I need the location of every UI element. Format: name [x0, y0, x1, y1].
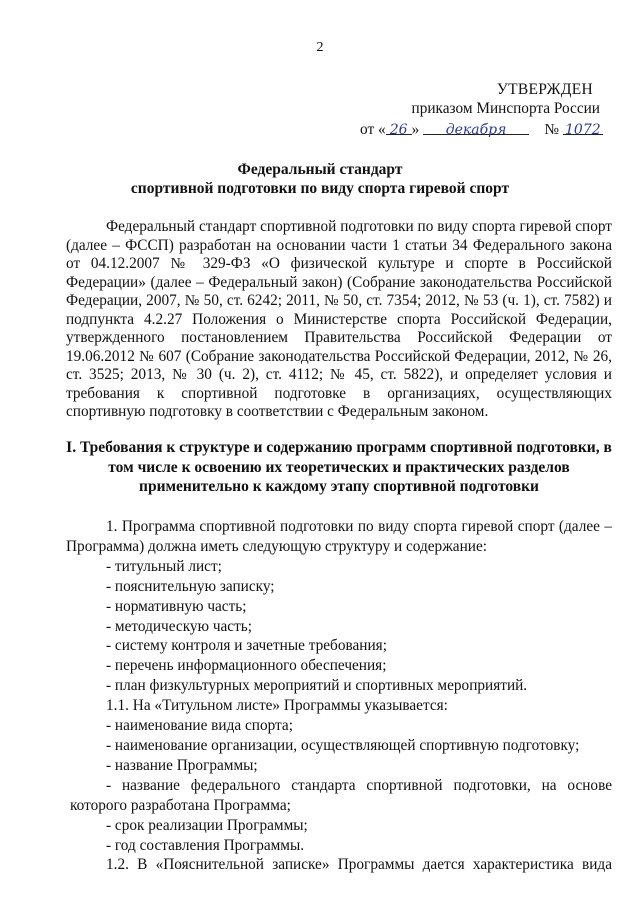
- item-1-1-text: 1.1. На «Титульном листе» Программы указывается:: [106, 697, 448, 715]
- list-item: - срок реализации Программы;: [106, 816, 308, 834]
- list-item: - методическую часть;: [106, 617, 252, 635]
- section-heading-line-2: том числе к освоению их теоретических и практических разделов: [108, 458, 570, 476]
- list-item-long-line-2: которого разработана Программа;: [70, 796, 291, 814]
- section-heading: [66, 438, 612, 497]
- list-item: - наименование вида спорта;: [106, 717, 293, 735]
- intro-paragraph: Федеральный стандарт спортивной подготовки по виду спорта гиревой спорт (далее – ФССП) разработан на основании части 1 статьи 34 Федерального закона от 04.12.2007 № 329-ФЗ «О физической культуре и спорте в Российской Федерации» (далее – Федеральный закон) (Собрание законодательства Российской Федерации, 2007, № 50, ст. 6242; 2011, № 50, ст. 7354; 2012, № 53 (ч. 1), ст. 7582) и подпункта 4.2.27 Положения о Министерстве спорта Российской Федерации, утвержденного постановлением Правительства Российской Федерации от 19.06.2012 № 607 (Собрание законодательства Российской Федерации, 2012, № 26, ст. 3525; 2013, № 30 (ч. 2), ст. 4112; № 45, ст. 5822), и определяет условия и требования к спортивной подготовке в организациях, осуществляющих спортивную подготовку в соответствии с Федеральным законом.: [66, 218, 612, 420]
- approval-signature-line: [360, 119, 600, 141]
- date-close-quote: »: [411, 121, 420, 138]
- list-item: - систему контроля и зачетные требования;: [106, 637, 387, 655]
- date-day-field: [386, 119, 412, 138]
- section-heading-line-1: I. Требования к структуре и содержанию программ спортивной подготовки, в: [66, 439, 612, 456]
- date-month-field: [423, 119, 529, 138]
- list-item: - пояснительную записку;: [106, 577, 275, 595]
- section-body: [66, 517, 612, 875]
- approval-title: УТВЕРЖДЕН: [496, 81, 593, 98]
- list-item: - титульный лист;: [106, 557, 222, 575]
- section-heading-line-3: применительно к каждому этапу спортивной подготовки: [139, 478, 539, 495]
- date-day: 26: [389, 122, 408, 138]
- number-label: №: [544, 121, 559, 138]
- list-item-long-line-1: - название федерального стандарта спортивной подготовки, на основе: [106, 776, 612, 794]
- order-number-field: [563, 119, 603, 138]
- intro-section: [66, 218, 612, 422]
- document-title-line-2: спортивной подготовки по виду спорта гиревой спорт: [130, 180, 510, 197]
- date-prefix: от «: [360, 121, 386, 138]
- list-item: - наименование организации, осуществляющей спортивную подготовку;: [106, 736, 580, 754]
- document-title-line-1: Федеральный стандарт: [237, 161, 403, 178]
- page-number: 2: [316, 40, 324, 55]
- document-title: [0, 160, 640, 198]
- list-item: - нормативную часть;: [106, 597, 247, 615]
- date-month: декабря: [445, 122, 507, 138]
- list-item: - перечень информационного обеспечения;: [106, 657, 387, 675]
- approval-order: приказом Минспорта России: [411, 100, 600, 117]
- order-number: 1072: [565, 122, 601, 138]
- item-1-text: 1. Программа спортивной подготовки по виду спорта гиревой спорт (далее – Программа) должна иметь следующую структуру и содержание:: [66, 518, 612, 555]
- item-1-2-text: 1.2. В «Пояснительной записке» Программы дается характеристика вида: [106, 856, 612, 874]
- list-item: - название Программы;: [106, 756, 258, 774]
- approval-stamp: [360, 80, 600, 141]
- list-item: - план физкультурных мероприятий и спортивных мероприятий.: [106, 677, 528, 695]
- list-item: - год составления Программы.: [106, 836, 305, 854]
